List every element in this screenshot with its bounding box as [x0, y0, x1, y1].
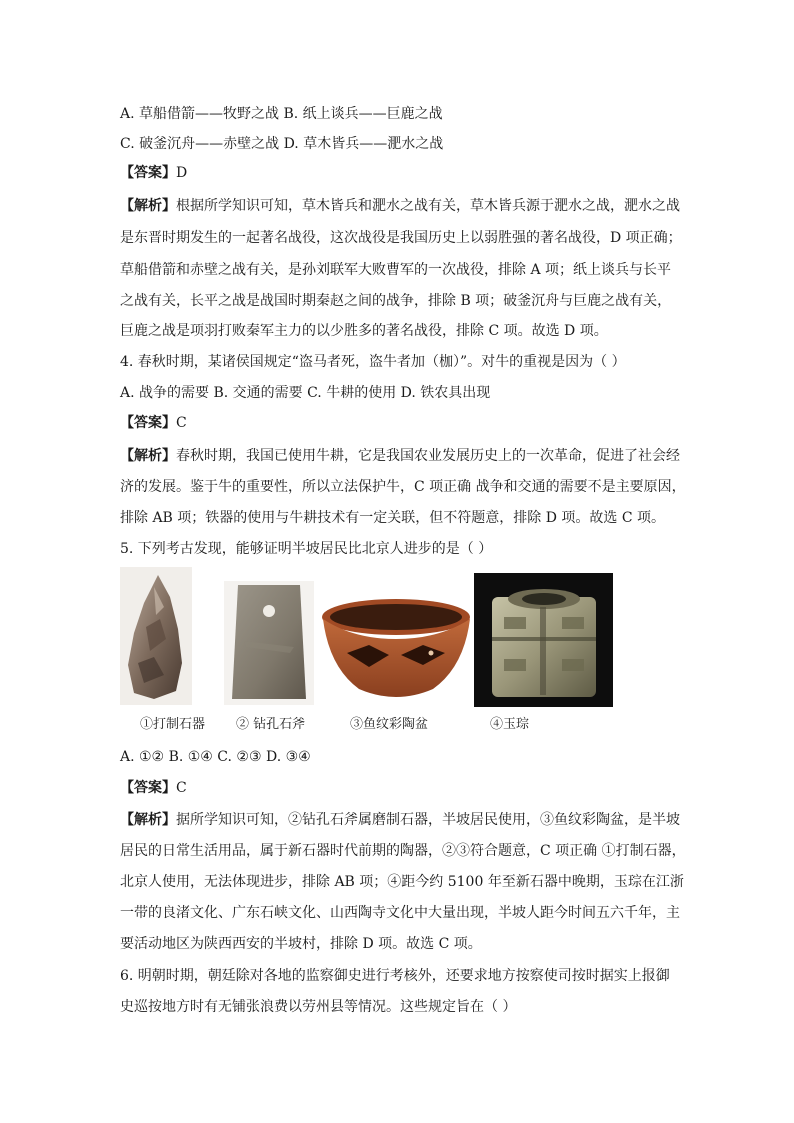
q3-analysis-line-3: 草船借箭和赤壁之战有关，是孙刘联军大败曹军的一次战役，排除 A 项；纸上谈兵与长平	[120, 262, 672, 278]
answer-value: C	[176, 415, 187, 431]
q5-analysis-line-4: 一带的良渚文化、广东石峡文化、山西陶寺文化中大量出现，半坡人距今时间五六千年，主	[120, 905, 680, 921]
q3-analysis-line-5: 巨鹿之战是项羽打败秦军主力的以少胜多的著名战役，排除 C 项。故选 D 项。	[120, 323, 608, 339]
q4-stem: 4. 春秋时期，某诸侯国规定“盗马者死，盗牛者加（枷）”。对牛的重视是因为（ ）	[120, 354, 626, 370]
q5-analysis-line-1	[120, 810, 680, 830]
analysis-text: 据所学知识可知，②钻孔石斧属磨制石器，半坡居民使用，③鱼纹彩陶盆，是半坡	[176, 812, 680, 828]
caption-fish-pottery-basin: ③鱼纹彩陶盆	[350, 717, 429, 732]
jade-cong-image	[474, 573, 613, 707]
answer-tag: 【答案】	[120, 415, 176, 431]
q3-options-line-2: C. 破釜沉舟——赤壁之战 D. 草木皆兵——淝水之战	[120, 136, 444, 152]
q5-stem: 5. 下列考古发现，能够证明半坡居民比北京人进步的是（ ）	[120, 541, 493, 557]
q6-stem-line-1: 6. 明朝时期，朝廷除对各地的监察御史进行考核外，还要求地方按察使司按时据实上报御	[120, 968, 670, 984]
analysis-tag: 【解析】	[120, 198, 176, 214]
caption-chipped-stone-tool: ①打制石器	[140, 717, 206, 732]
analysis-text: 根据所学知识可知，草木皆兵和淝水之战有关，草木皆兵源于淝水之战，淝水之战	[176, 198, 680, 214]
q3-analysis-line-2: 是东晋时期发生的一起著名战役，这次战役是我国历史上以弱胜强的著名战役，D 项正确；	[120, 230, 682, 246]
analysis-text: 春秋时期，我国已使用牛耕，它是我国农业发展历史上的一次革命，促进了社会经	[176, 448, 680, 464]
q4-analysis-line-2: 济的发展。鉴于牛的重要性，所以立法保护牛，C 项正确 战争和交通的需要不是主要原因，	[120, 479, 686, 495]
q4-answer	[120, 413, 680, 433]
chipped-stone-tool-image	[120, 567, 192, 705]
q3-options-line-1: A. 草船借箭——牧野之战 B. 纸上谈兵——巨鹿之战	[120, 106, 443, 122]
q5-options: A. ①② B. ①④ C. ②③ D. ③④	[120, 749, 311, 765]
drilled-stone-axe-image	[224, 581, 314, 705]
answer-value: D	[176, 165, 188, 181]
q3-analysis-line-1	[120, 196, 680, 216]
q5-analysis-line-3: 北京人使用，无法体现进步，排除 AB 项；④距今约 5100 年至新石器中晚期，玉琮在江浙	[120, 874, 684, 890]
caption-drilled-stone-axe: ② 钻孔石斧	[236, 717, 306, 732]
q5-analysis-line-5: 要活动地区为陕西西安的半坡村，排除 D 项。故选 C 项。	[120, 936, 482, 952]
q4-analysis-line-3: 排除 AB 项；铁器的使用与牛耕技术有一定关联，但不符题意，排除 D 项。故选 C 项。	[120, 510, 666, 526]
q4-analysis-line-1	[120, 446, 680, 466]
q6-stem-line-2: 史巡按地方时有无铺张浪费以劳州县等情况。这些规定旨在（ ）	[120, 999, 517, 1015]
analysis-tag: 【解析】	[120, 448, 176, 464]
q5-answer	[120, 778, 680, 798]
fish-pattern-pottery-basin-image	[319, 597, 474, 705]
answer-value: C	[176, 780, 187, 796]
analysis-tag: 【解析】	[120, 812, 176, 828]
q4-options: A. 战争的需要 B. 交通的需要 C. 牛耕的使用 D. 铁农具出现	[120, 385, 491, 401]
answer-tag: 【答案】	[120, 780, 176, 796]
answer-tag: 【答案】	[120, 165, 176, 181]
q3-answer	[120, 163, 680, 183]
q5-analysis-line-2: 居民的日常生活用品，属于新石器时代前期的陶器，②③符合题意，C 项正确 ①打制石器，	[120, 843, 686, 859]
caption-jade-cong: ④玉琮	[490, 717, 530, 732]
q3-analysis-line-4: 之战有关，长平之战是战国时期秦赵之间的战争，排除 B 项；破釜沉舟与巨鹿之战有关，	[120, 293, 672, 309]
